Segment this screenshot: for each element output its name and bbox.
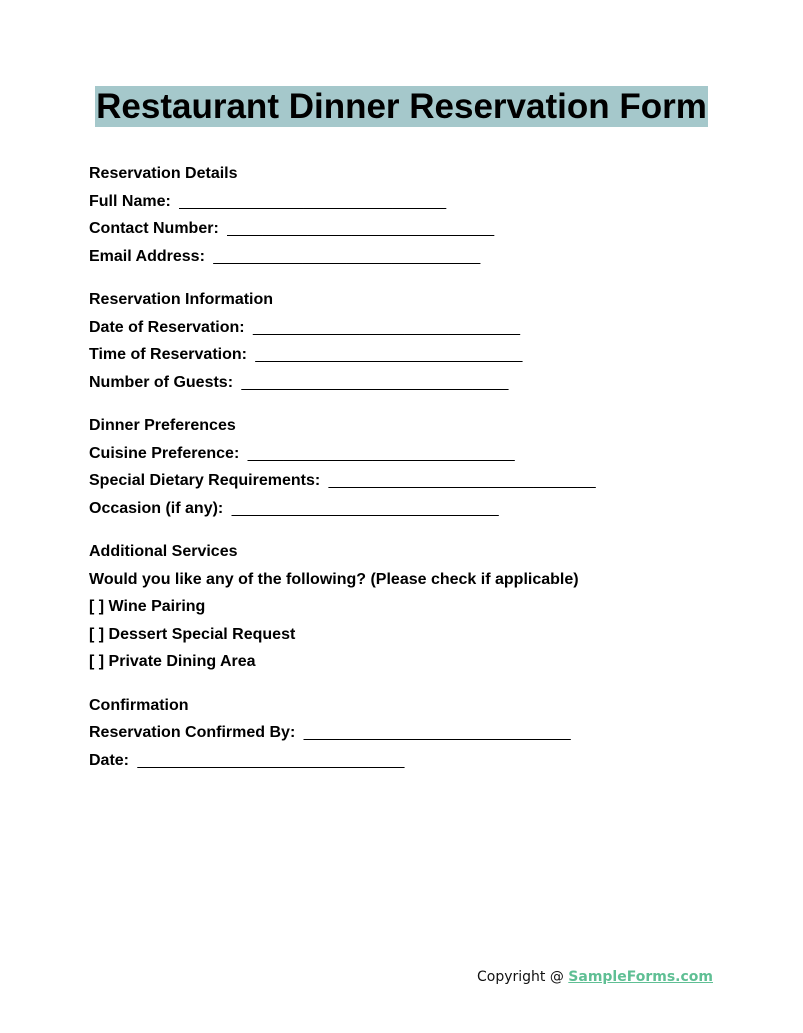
section-confirmation bbox=[89, 692, 769, 775]
section-additional-services bbox=[89, 538, 769, 676]
field-label: Cuisine Preference: bbox=[89, 444, 240, 462]
fill-in-blank[interactable]: ______________________________ bbox=[253, 318, 520, 336]
field-confirmation-date bbox=[89, 747, 769, 775]
field-label: Full Name: bbox=[89, 192, 171, 210]
field-label: Date of Reservation: bbox=[89, 318, 245, 336]
title-container bbox=[0, 86, 803, 127]
fill-in-blank[interactable]: ______________________________ bbox=[231, 499, 499, 517]
field-special-dietary-requirements bbox=[89, 467, 769, 495]
field-reservation-confirmed-by bbox=[89, 719, 769, 747]
copyright-footer bbox=[477, 967, 713, 987]
field-label: Contact Number: bbox=[89, 220, 219, 237]
field-contact-number bbox=[89, 215, 769, 243]
sampleforms-link[interactable]: SampleForms.com bbox=[568, 969, 713, 985]
fill-in-blank[interactable]: ______________________________ bbox=[247, 444, 515, 462]
field-date-of-reservation bbox=[89, 314, 769, 342]
field-email-address bbox=[89, 243, 769, 271]
option-dessert-special-request[interactable]: [ ] Dessert Special Request bbox=[89, 625, 296, 643]
fill-in-blank[interactable]: ______________________________ bbox=[213, 247, 481, 265]
field-label: Date: bbox=[89, 751, 130, 769]
option-private-dining-area[interactable]: [ ] Private Dining Area bbox=[89, 653, 256, 670]
fill-in-blank[interactable]: ______________________________ bbox=[303, 724, 571, 741]
section-reservation-details bbox=[89, 160, 769, 270]
section-heading: Additional Services bbox=[89, 543, 238, 560]
fill-in-blank[interactable]: ______________________________ bbox=[137, 751, 405, 769]
field-occasion bbox=[89, 495, 769, 523]
fill-in-blank[interactable]: ______________________________ bbox=[227, 220, 495, 237]
field-full-name bbox=[89, 188, 769, 216]
fill-in-blank[interactable]: ______________________________ bbox=[328, 472, 596, 489]
field-label: Occasion (if any): bbox=[89, 499, 224, 517]
field-time-of-reservation bbox=[89, 341, 769, 369]
field-label: Reservation Confirmed By: bbox=[89, 724, 296, 741]
fill-in-blank[interactable]: ______________________________ bbox=[241, 373, 509, 391]
section-heading: Reservation Details bbox=[89, 165, 238, 182]
page-title: Restaurant Dinner Reservation Form bbox=[96, 87, 707, 126]
field-label: Time of Reservation: bbox=[89, 346, 247, 363]
field-cuisine-preference bbox=[89, 440, 769, 468]
field-label: Special Dietary Requirements: bbox=[89, 472, 321, 489]
section-heading: Dinner Preferences bbox=[89, 417, 236, 434]
fill-in-blank[interactable]: ______________________________ bbox=[255, 346, 523, 363]
field-label: Email Address: bbox=[89, 247, 205, 265]
field-label: Number of Guests: bbox=[89, 373, 234, 391]
section-heading: Reservation Information bbox=[89, 291, 274, 308]
section-reservation-information bbox=[89, 286, 769, 396]
option-wine-pairing[interactable]: [ ] Wine Pairing bbox=[89, 598, 206, 615]
services-question: Would you like any of the following? (Please check if applicable) bbox=[89, 570, 579, 588]
section-heading: Confirmation bbox=[89, 696, 189, 714]
reservation-form bbox=[89, 160, 769, 790]
copyright-text: Copyright @ bbox=[476, 969, 569, 985]
field-number-of-guests bbox=[89, 369, 769, 397]
fill-in-blank[interactable]: ______________________________ bbox=[179, 192, 447, 210]
section-dinner-preferences bbox=[89, 412, 769, 522]
